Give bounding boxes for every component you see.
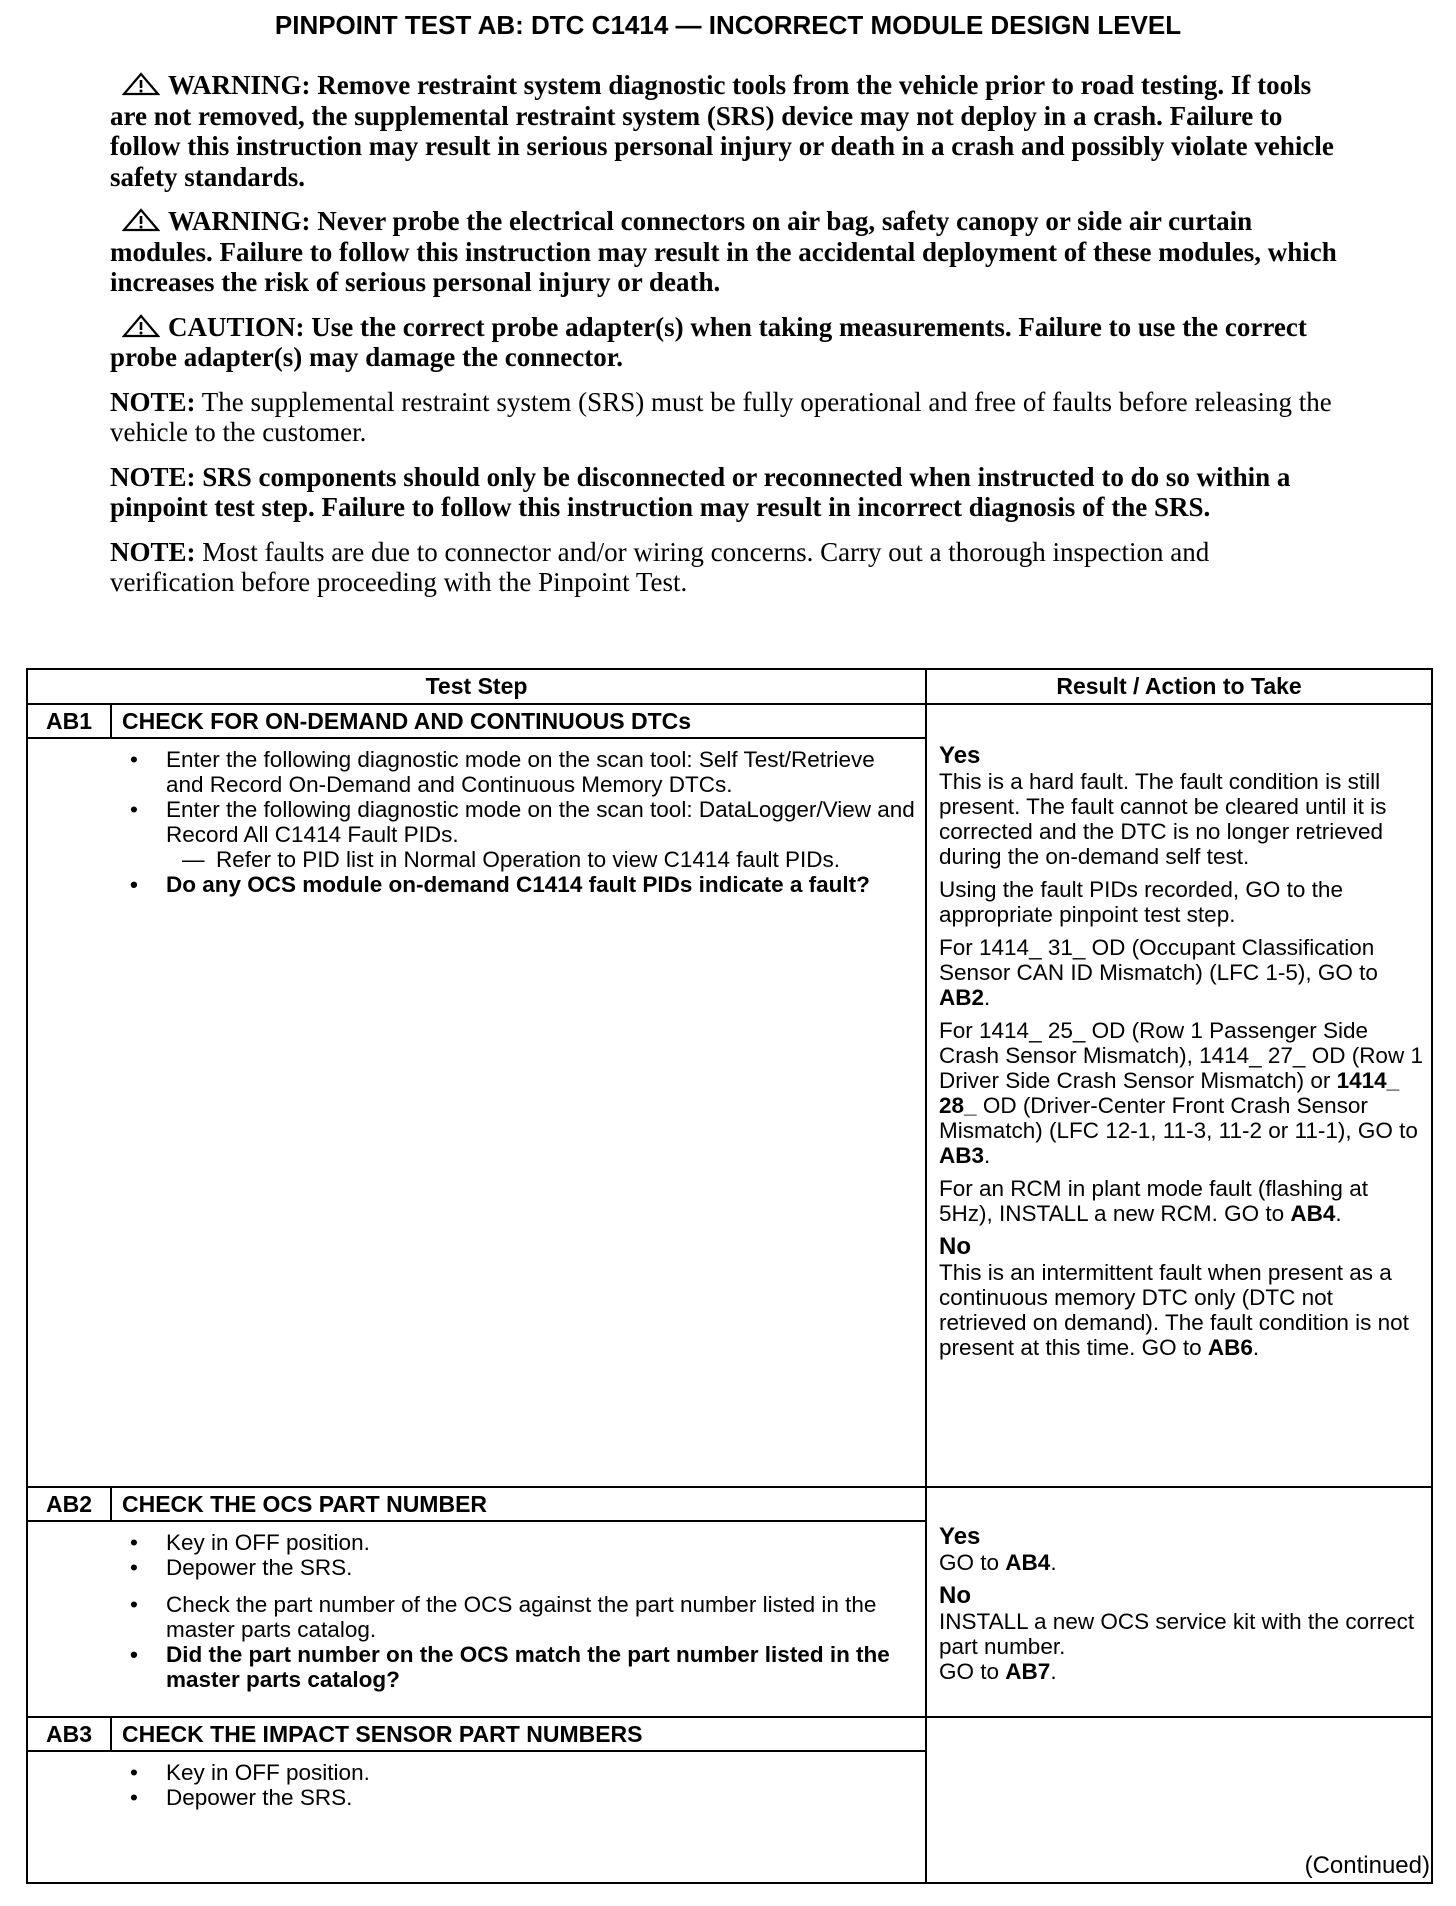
goto-ab6-link[interactable]: AB6 bbox=[1207, 1335, 1253, 1360]
yes-label: Yes bbox=[939, 1523, 981, 1550]
warning-1: WARNING: Remove restraint system diagnostic tools from the vehicle prior to road testing. If tools are not removed, the supplemental restraint system (SRS) device may not deploy in a crash. Failure to follow this instruction may result in serious personal injury or death in a crash and possibly violate vehicle safety standards. bbox=[110, 70, 1334, 192]
list-item: — Refer to PID list in Normal Operation to view C1414 fault PIDs. bbox=[40, 847, 915, 872]
goto-ab4-link[interactable]: AB4 bbox=[1290, 1201, 1336, 1226]
step-question: • Do any OCS module on-demand C1414 fault PIDs indicate a fault? bbox=[40, 872, 915, 897]
continued-label: (Continued) bbox=[1304, 1852, 1430, 1879]
step-id: AB1 bbox=[27, 704, 111, 738]
step-title: CHECK THE OCS PART NUMBER bbox=[111, 1487, 926, 1521]
list-item: • Enter the following diagnostic mode on the scan tool: DataLogger/View and Record All C1414 Fault PIDs. bbox=[40, 797, 915, 847]
table-header bbox=[27, 669, 1432, 704]
header-result: Result / Action to Take bbox=[926, 669, 1432, 704]
warning-triangle-icon bbox=[122, 208, 160, 232]
step-question: • Did the part number on the OCS match the part number listed in the master parts catalog? bbox=[40, 1642, 915, 1692]
warning-2: WARNING: Never probe the electrical connectors on air bag, safety canopy or side air curtain modules. Failure to follow this instruction may result in the accidental deployment of these modules, which increases the risk of serious personal injury or death. bbox=[110, 206, 1337, 297]
no-label: No bbox=[939, 1582, 972, 1609]
list-item: • Enter the following diagnostic mode on the scan tool: Self Test/Retrieve and Record On-Demand and Continuous Memory DTCs. bbox=[40, 747, 915, 797]
note-1: NOTE: The supplemental restraint system (SRS) must be fully operational and free of faults before releasing the vehicle to the customer. bbox=[110, 386, 1332, 447]
list-item: • Key in OFF position. bbox=[40, 1760, 915, 1785]
step-ab2-title-row bbox=[27, 1487, 1432, 1521]
pinpoint-test-table bbox=[26, 668, 1433, 1884]
step-ab3-title-row bbox=[27, 1717, 1432, 1751]
page-title: PINPOINT TEST AB: DTC C1414 — INCORRECT MODULE DESIGN LEVEL bbox=[274, 10, 1182, 40]
list-item: • Depower the SRS. bbox=[40, 1555, 915, 1580]
goto-ab4-link[interactable]: AB4 bbox=[1005, 1550, 1051, 1575]
step-ab3-instructions bbox=[27, 1751, 926, 1883]
step-ab1-title-row bbox=[27, 704, 1432, 738]
goto-ab2-link[interactable]: AB2 bbox=[939, 985, 985, 1010]
warning-triangle-icon bbox=[122, 72, 160, 96]
step-title: CHECK FOR ON-DEMAND AND CONTINUOUS DTCs bbox=[111, 704, 926, 738]
goto-ab3-link[interactable]: AB3 bbox=[939, 1143, 985, 1168]
goto-ab7-link[interactable]: AB7 bbox=[1005, 1659, 1051, 1684]
note-2: NOTE: SRS components should only be disconnected or reconnected when instructed to do so within a pinpoint test step. Failure to follow this instruction may result in incorrect diagnosis of the SRS. bbox=[110, 461, 1291, 522]
no-label: No bbox=[939, 1233, 972, 1260]
list-item: • Check the part number of the OCS against the part number listed in the master parts catalog. bbox=[40, 1592, 915, 1642]
step-title: CHECK THE IMPACT SENSOR PART NUMBERS bbox=[111, 1717, 926, 1751]
step-ab2-instructions bbox=[27, 1521, 926, 1717]
yes-label: Yes bbox=[939, 742, 981, 769]
note-3: NOTE: Most faults are due to connector and/or wiring concerns. Carry out a thorough inspection and verification before proceeding with the Pinpoint Test. bbox=[110, 536, 1210, 597]
list-item: • Depower the SRS. bbox=[40, 1785, 915, 1810]
list-item: • Key in OFF position. bbox=[40, 1530, 915, 1555]
warning-triangle-icon bbox=[122, 314, 160, 338]
step-id: AB2 bbox=[27, 1487, 111, 1521]
caution: CAUTION: Use the correct probe adapter(s) when taking measurements. Failure to use the correct probe adapter(s) may damage the connector. bbox=[110, 311, 1307, 372]
step-id: AB3 bbox=[27, 1717, 111, 1751]
step-ab2-result: Yes GO to AB4. No INSTALL a new OCS service kit with the correct part number. GO to AB7. bbox=[926, 1487, 1432, 1717]
step-ab1-instructions bbox=[27, 738, 926, 1487]
step-ab1-result: Yes This is a hard fault. The fault condition is still present. The fault cannot be cleared until it is corrected and the DTC is no longer retrieved during the on-demand self test. Using the fault PIDs recorded, GO to the appropriate pinpoint test step. For 1414_ 31_ OD (Occupant Classification Sensor CAN ID Mismatch) (LFC 1-5), GO to AB2. For 1414_ 25_ OD (Row 1 Passenger Side Crash Sensor Mismatch), 1414_ 27_ OD (Row 1 Driver Side Crash Sensor Mismatch) or 1414_ 28_ OD (Driver-Center Front Crash Sensor Mismatch) (LFC 12-1, 11-3, 11-2 or 11-1), GO to AB3. For an RCM in plant mode fault (flashing at 5Hz), INSTALL a new RCM. GO to AB4. No This is an intermittent fault when present as a continuous memory DTC only (DTC not retrieved on demand). The fault condition is not present at this time. GO to AB6. bbox=[926, 704, 1432, 1487]
header-test-step: Test Step bbox=[27, 669, 926, 704]
safety-notes bbox=[110, 70, 1340, 612]
